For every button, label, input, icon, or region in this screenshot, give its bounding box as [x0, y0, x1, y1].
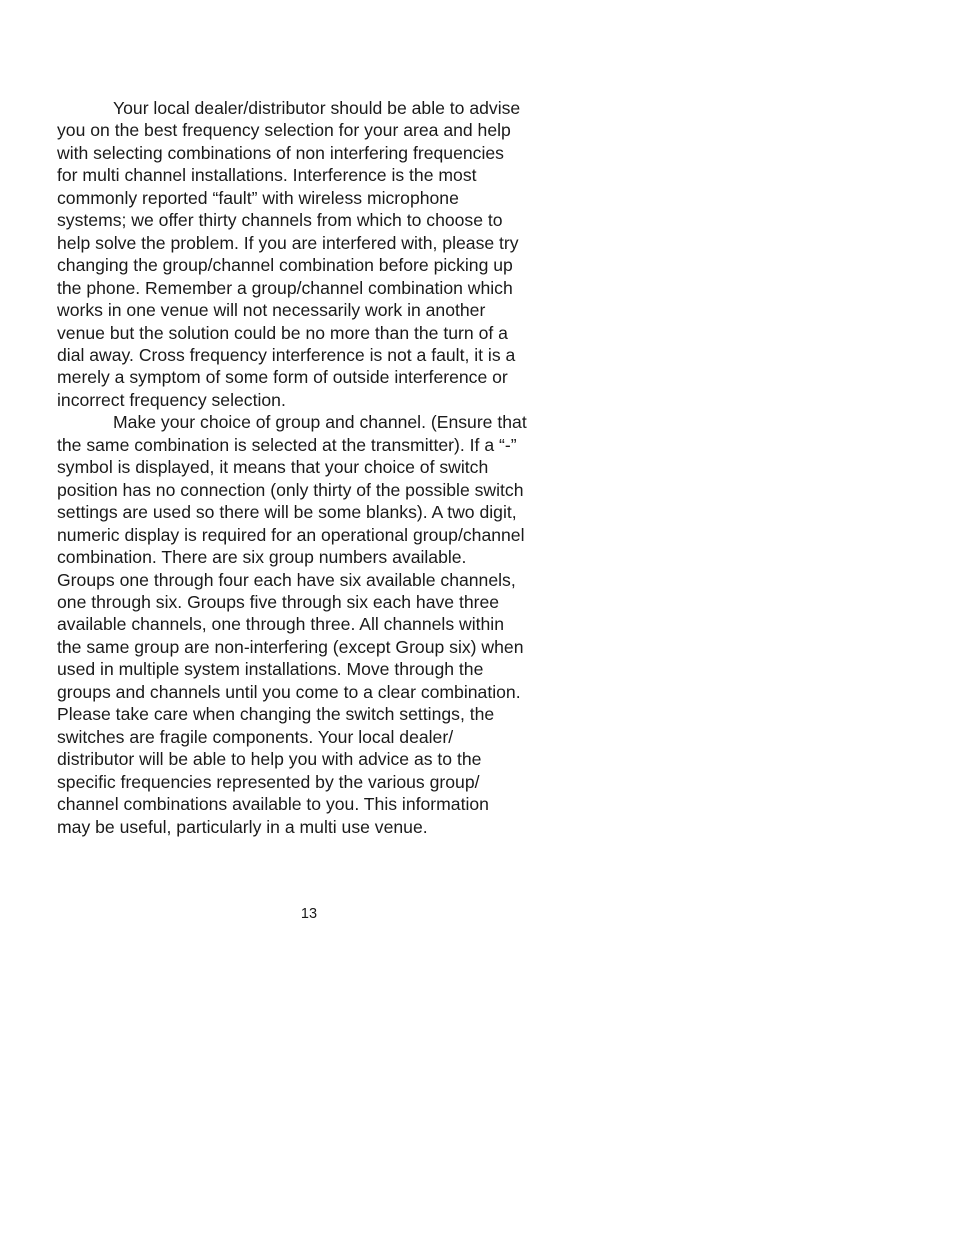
text-line: for multi channel installations. Interference is the most	[57, 165, 477, 186]
text-line: with selecting combinations of non interfering frequencies	[57, 142, 504, 163]
paragraph-group-channel-selection	[57, 411, 562, 838]
text-line: numeric display is required for an operational group/channel	[57, 524, 525, 545]
text-line: you on the best frequency selection for your area and help	[57, 120, 511, 141]
text-line: Groups one through four each have six available channels,	[57, 569, 516, 590]
text-line: incorrect frequency selection.	[57, 389, 286, 410]
text-line: commonly reported “fault” with wireless microphone	[57, 187, 459, 208]
text-line: Your local dealer/distributor should be able to advise	[113, 98, 521, 118]
text-line: position has no connection (only thirty of the possible switch	[57, 479, 524, 500]
text-line: Make your choice of group and channel. (Ensure that	[113, 412, 527, 433]
text-line: the same combination is selected at the transmitter). If a “-”	[57, 434, 517, 455]
text-line: the phone. Remember a group/channel combination which	[57, 277, 513, 298]
text-line: groups and channels until you come to a clear combination.	[57, 681, 521, 702]
text-line: help solve the problem. If you are interfered with, please try	[57, 232, 519, 253]
text-line: systems; we offer thirty channels from which to choose to	[57, 210, 503, 231]
text-line: one through six. Groups five through six each have three	[57, 591, 500, 612]
text-line: switches are fragile components. Your local dealer/	[57, 726, 454, 747]
paragraph-frequency-advice	[57, 97, 562, 411]
text-line: the same group are non-interfering (except Group six) when	[57, 636, 524, 657]
text-line: settings are used so there will be some blanks). A two digit,	[57, 502, 517, 523]
text-line: works in one venue will not necessarily work in another	[57, 300, 486, 321]
text-line: distributor will be able to help you with advice as to the	[57, 749, 482, 770]
text-line: used in multiple system installations. Move through the	[57, 659, 484, 680]
text-line: may be useful, particularly in a multi use venue.	[57, 816, 428, 837]
body-text	[57, 97, 562, 838]
text-line: changing the group/channel combination before picking up	[57, 255, 513, 276]
text-line: channel combinations available to you. This information	[57, 794, 489, 815]
text-line: merely a symptom of some form of outside interference or	[57, 367, 508, 388]
text-line: dial away. Cross frequency interference is not a fault, it is a	[57, 344, 516, 365]
text-line: Please take care when changing the switch settings, the	[57, 704, 495, 725]
text-line: venue but the solution could be no more than the turn of a	[57, 322, 508, 343]
page-number: 13	[300, 906, 318, 922]
text-line: available channels, one through three. All channels within	[57, 614, 504, 635]
text-line: combination. There are six group numbers available.	[57, 547, 467, 568]
text-line: specific frequencies represented by the various group/	[57, 771, 480, 792]
text-line: symbol is displayed, it means that your choice of switch	[57, 457, 489, 478]
